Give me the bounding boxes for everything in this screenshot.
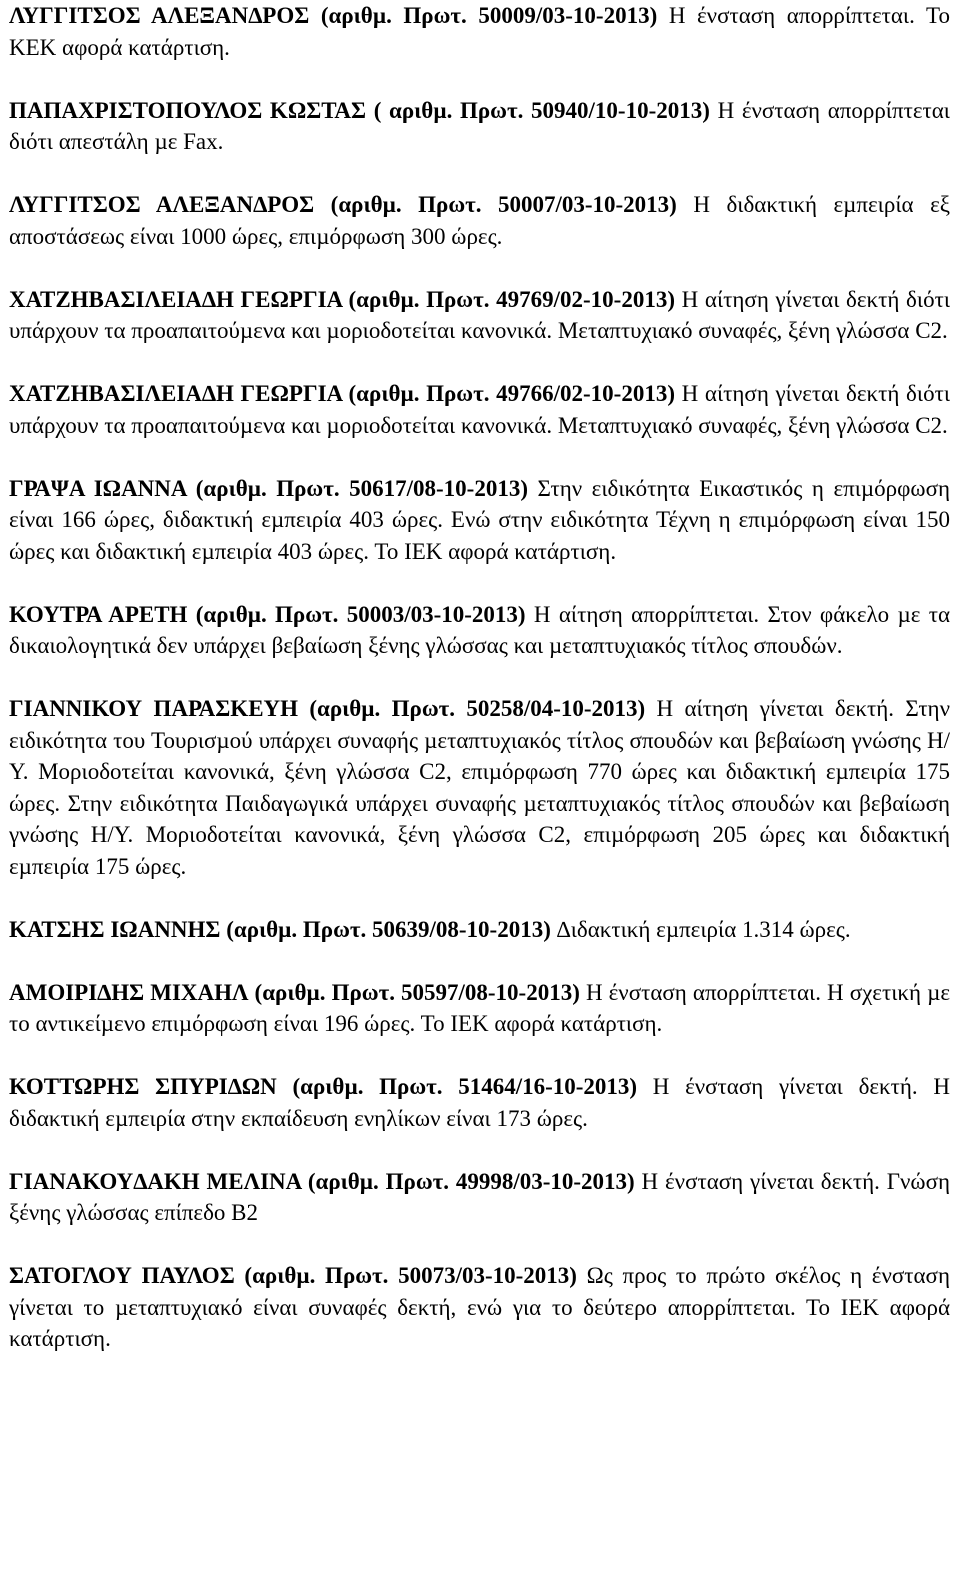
objection-entry	[9, 693, 950, 882]
entry-heading: ΛΥΓΓΙΤΣΟΣ ΑΛΕΞΑΝ∆ΡΟΣ (αριθµ. Πρωτ. 50007/03-10-2013)	[9, 192, 677, 217]
entry-heading: ΓΡΑΨΑ ΙΩΑΝΝΑ (αριθµ. Πρωτ. 50617/08-10-2013)	[9, 475, 528, 501]
entry-heading: ΚΟΤΤΩΡΗΣ ΣΠΥΡΙ∆ΩΝ (αριθµ. Πρωτ. 51464/16-10-2013)	[9, 1074, 638, 1099]
entry-heading: ΑΜΟΙΡΙ∆ΗΣ ΜΙΧΑΗΛ (αριθµ. Πρωτ. 50597/08-10-2013)	[9, 979, 580, 1005]
entry-heading: ΚΟΥΤΡΑ ΑΡΕΤΗ (αριθµ. Πρωτ. 50003/03-10-2013)	[9, 601, 526, 627]
entry-heading: ΣΑΤΟΓΛΟΥ ΠΑΥΛΟΣ (αριθµ. Πρωτ. 50073/03-10-2013)	[9, 1263, 577, 1288]
objection-entry	[9, 0, 950, 63]
entry-decision: Η ένσταση γίνεται δεκτή. Γνώση ξένης γλώσσας επίπεδο Β2	[9, 1168, 950, 1225]
entry-decision: Η ένσταση απορρίπτεται διότι απεστάλη µε Fax.	[9, 97, 950, 154]
entry-heading: ΠΑΠΑΧΡΙΣΤΟΠΟΥΛΟΣ ΚΩΣΤΑΣ ( αριθµ. Πρωτ. 50940/10-10-2013)	[9, 97, 710, 123]
entry-decision: Η ένσταση απορρίπτεται. Το ΚΕΚ αφορά κατάρτιση.	[9, 3, 950, 60]
entry-heading: ΚΑΤΣΗΣ ΙΩΑΝΝΗΣ (αριθµ. Πρωτ. 50639/08-10-2013)	[9, 916, 551, 942]
entry-decision: Στην ειδικότητα Εικαστικός η επιµόρφωση είναι 166 ώρες, διδακτική εµπειρία 403 ώρες. Ενώ στην ειδικότητα Τέχνη η επιµόρφωση είναι 150 ώρες και διδακτική εµπειρία 403 ώρες. Το ΙΕΚ αφορά κατάρτιση.	[9, 475, 950, 564]
entry-decision: Η αίτηση απορρίπτεται. Στον φάκελο µε τα δικαιολογητικά δεν υπάρχει βεβαίωση ξένης γλώσσας και µεταπτυχιακός τίτλος σπουδών.	[9, 601, 950, 658]
entry-decision: Ως προς το πρώτο σκέλος η ένσταση γίνεται το µεταπτυχιακό είναι συναφές δεκτή, ενώ για το δεύτερο απορρίπτεται. Το ΙΕΚ αφορά κατάρτιση.	[9, 1263, 950, 1351]
entry-heading: ΓΙΑΝΝΙΚΟΥ ΠΑΡΑΣΚΕΥΗ (αριθµ. Πρωτ. 50258/04-10-2013)	[9, 696, 646, 721]
entry-heading: ΛΥΓΓΙΤΣΟΣ ΑΛΕΞΑΝ∆ΡΟΣ (αριθµ. Πρωτ. 50009/03-10-2013)	[9, 3, 658, 28]
entry-heading: ΧΑΤΖΗΒΑΣΙΛΕΙΑ∆Η ΓΕΩΡΓΙΑ (αριθµ. Πρωτ. 49769/02-10-2013)	[9, 286, 675, 312]
entry-decision: Η αίτηση γίνεται δεκτή διότι υπάρχουν τα προαπαιτούµενα και µοριοδοτείται κανονικά. Μεταπτυχιακό συναφές, ξένη γλώσσα C2.	[9, 286, 951, 343]
objection-entry	[9, 599, 950, 662]
entry-decision: Η αίτηση γίνεται δεκτή διότι υπάρχουν τα προαπαιτούµενα και µοριοδοτείται κανονικά. Μεταπτυχιακό συναφές, ξένη γλώσσα C2.	[9, 381, 951, 438]
entry-decision: ∆ιδακτική εµπειρία 1.314 ώρες.	[550, 916, 851, 942]
objection-entry	[9, 378, 950, 441]
objection-entry	[9, 189, 950, 252]
entry-decision: Η διδακτική εµπειρία εξ αποστάσεως είναι 1000 ώρες, επιµόρφωση 300 ώρες.	[9, 192, 950, 249]
entry-decision: Η ένσταση απορρίπτεται. Η σχετική µε το αντικείµενο επιµόρφωση είναι 196 ώρες. Το ΙΕΚ αφορά κατάρτιση.	[9, 979, 950, 1036]
objection-entry	[9, 95, 950, 158]
entry-decision: Η ένσταση γίνεται δεκτή. Η διδακτική εµπειρία στην εκπαίδευση ενηλίκων είναι 173 ώρες.	[9, 1074, 950, 1131]
objection-entry	[9, 1166, 950, 1229]
objection-entry	[9, 914, 950, 946]
objection-entry	[9, 977, 950, 1040]
objection-entry	[9, 284, 950, 347]
entry-decision: Η αίτηση γίνεται δεκτή. Στην ειδικότητα του Τουρισµού υπάρχει συναφής µεταπτυχιακός τίτλος σπουδών και βεβαίωση γνώσης Η/Υ. Μοριοδοτείται κανονικά, ξένη γλώσσα C2, επιµόρφωση 770 ώρες και διδακτική εµπειρία 175 ώρες. Στην ειδικότητα Παιδαγωγικά υπάρχει συναφής µεταπτυχιακός τίτλος σπουδών και βεβαίωση γνώσης Η/Υ. Μοριοδοτείται κανονικά, ξένη γλώσσα C2, επιµόρφωση 205 ώρες και διδακτική εµπειρία 175 ώρες.	[9, 696, 950, 879]
entry-heading: ΓΙΑΝΑΚΟΥ∆ΑΚΗ ΜΕΛΙΝΑ (αριθµ. Πρωτ. 49998/03-10-2013)	[9, 1168, 635, 1194]
objection-entry	[9, 473, 950, 568]
objection-entry	[9, 1071, 950, 1134]
entry-heading: ΧΑΤΖΗΒΑΣΙΛΕΙΑ∆Η ΓΕΩΡΓΙΑ (αριθµ. Πρωτ. 49766/02-10-2013)	[9, 381, 675, 406]
objection-entry	[9, 1260, 950, 1355]
